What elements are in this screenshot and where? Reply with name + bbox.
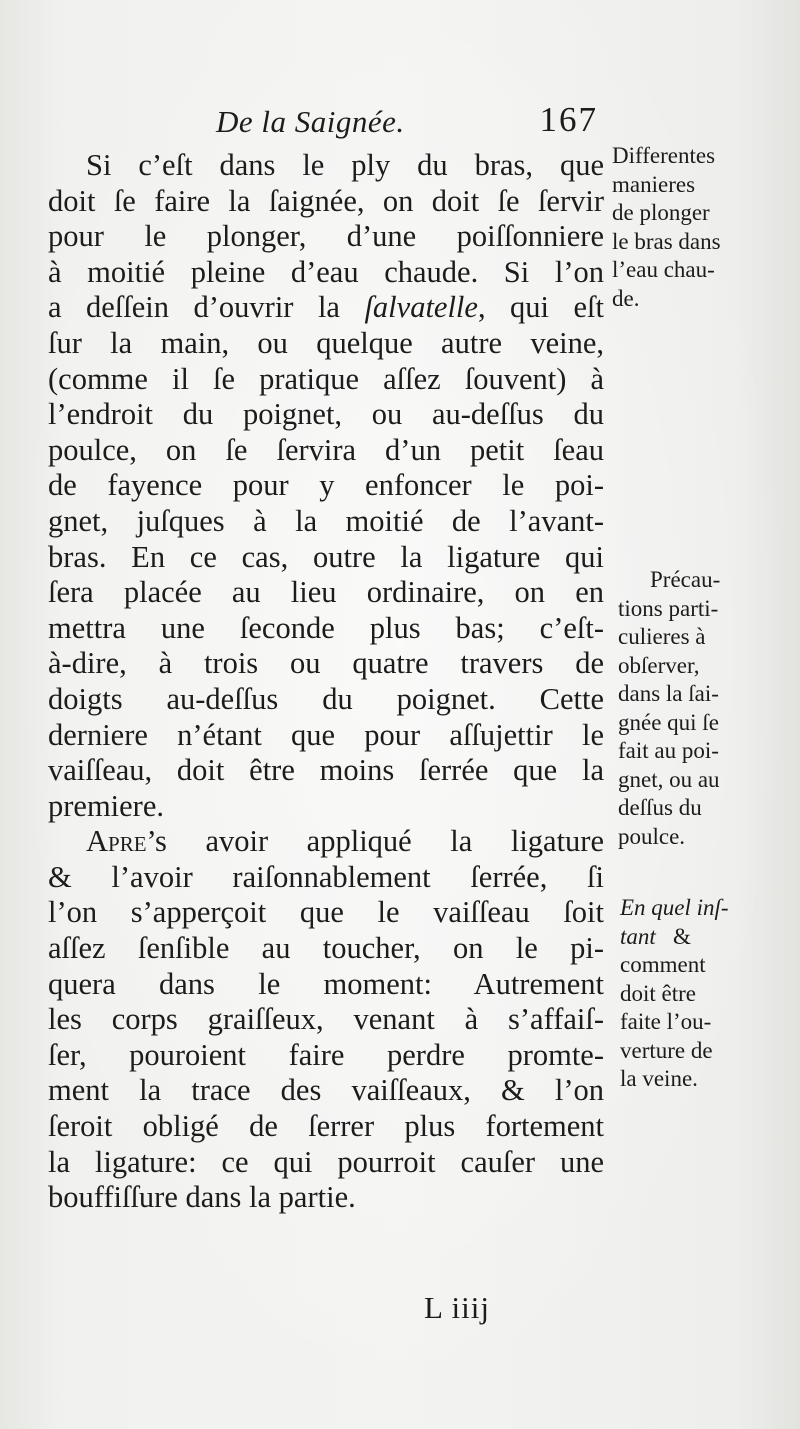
margin-line: culieres à bbox=[618, 624, 706, 649]
running-title: De la Saignée. bbox=[216, 104, 405, 139]
margin-line: tions parti- bbox=[618, 595, 719, 621]
page-number: 167 bbox=[539, 100, 598, 139]
text-line: ſeroit obligé de ſerrer plus fortement bbox=[48, 1109, 604, 1144]
margin-line: Differentes bbox=[612, 143, 716, 168]
margin-line bbox=[620, 923, 729, 952]
text-line-end: , qui eſt bbox=[477, 290, 604, 325]
text-line: quera dans le moment: Autrement bbox=[48, 966, 604, 1001]
margin-line: gnée qui ſe bbox=[618, 709, 719, 735]
margin-line: la veine. bbox=[620, 1066, 698, 1091]
text-line: ſera placée au lieu ordinaire, on en bbox=[48, 575, 604, 610]
margin-line: le bras dans bbox=[612, 228, 721, 254]
margin-line: faite l’ou- bbox=[620, 1009, 712, 1034]
text-line: à-dire, à trois ou quatre travers de bbox=[48, 646, 604, 681]
margin-note-instant bbox=[620, 894, 729, 1094]
text-line: de fayence pour y enfoncer le poi- bbox=[48, 468, 604, 503]
margin-line: comment bbox=[620, 952, 706, 977]
margin-line: Précau- bbox=[650, 567, 721, 592]
margin-line: obſerver, bbox=[618, 652, 700, 678]
text-line: poulce, on ſe ſervira d’un petit ſeau bbox=[48, 432, 604, 467]
text-line: l’on s’apperçoit que le vaiſſeau ſoit bbox=[48, 895, 604, 930]
margin-line: poulce. bbox=[618, 823, 686, 849]
text-line: & l’avoir raiſonnablement ſerrée, ſi bbox=[48, 859, 604, 894]
margin-line: de plonger bbox=[612, 200, 710, 225]
margin-line: gnet, ou au bbox=[618, 766, 720, 792]
text-line: à moitié pleine d’eau chaude. Si l’on bbox=[48, 254, 604, 289]
text-line bbox=[48, 824, 604, 860]
italic-word: tant bbox=[620, 923, 656, 949]
text-line: pour le plonger, d’une poiſſonniere bbox=[48, 219, 604, 254]
text-line: ſer, pouroient faire perdre promte- bbox=[48, 1037, 604, 1072]
margin-line: deſſus du bbox=[618, 795, 702, 820]
text-line: gnet, juſques à la moitié de l’avant- bbox=[48, 503, 604, 538]
margin-line: de. bbox=[612, 285, 640, 311]
text-line: premiere. bbox=[48, 788, 164, 823]
text-line: (comme il ſe pratique aſſez ſouvent) à bbox=[48, 361, 604, 396]
text-line: vaiſſeau, doit être moins ſerrée que la bbox=[48, 753, 604, 788]
text-line-start: a deſſein d’ouvrir la bbox=[48, 290, 340, 325]
margin-note-precautions bbox=[618, 566, 720, 851]
margin-line: fait au poi- bbox=[618, 738, 719, 763]
text-line: doit ſe faire la ſaignée, on doit ſe ſervir bbox=[48, 183, 604, 218]
page-header bbox=[216, 100, 606, 148]
italic-term: ſalvatelle bbox=[364, 290, 478, 325]
margin-line: verture de bbox=[620, 1037, 713, 1063]
main-text-block bbox=[48, 148, 604, 1216]
small-caps-word: Apre bbox=[86, 824, 147, 859]
text-line: ment la trace des vaiſſeaux, & l’on bbox=[48, 1073, 604, 1108]
text-line: doigts au-deſſus du poignet. Cette bbox=[48, 681, 604, 716]
text-line: la ligature: ce qui pourroit cauſer une bbox=[48, 1144, 604, 1179]
margin-line: doit être bbox=[620, 980, 696, 1006]
margin-line: l’eau chau- bbox=[612, 257, 715, 282]
text-line: derniere n’étant que pour aſſujettir le bbox=[48, 717, 604, 752]
margin-line: manieres bbox=[612, 171, 696, 197]
margin-line: dans la ſai- bbox=[618, 681, 719, 706]
margin-note-plonger bbox=[612, 142, 721, 313]
text-line: ſur la main, ou quelque autre veine, bbox=[48, 325, 604, 360]
text-line: l’endroit du poignet, ou au-deſſus du bbox=[48, 397, 604, 432]
text-line: mettra une ſeconde plus bas; c’eſt- bbox=[48, 610, 604, 645]
text-line: les corps graiſſeux, venant à s’affaiſ- bbox=[48, 1002, 604, 1037]
text-line: aſſez ſenſible au toucher, on le pi- bbox=[48, 931, 604, 966]
text-line: bras. En ce cas, outre la ligature qui bbox=[48, 539, 604, 574]
text-line bbox=[48, 290, 604, 326]
text-line: bouffiſſure dans la partie. bbox=[48, 1180, 356, 1215]
text-line-end: ’s avoir appliqué la ligature bbox=[146, 824, 604, 859]
ampersand: & bbox=[673, 923, 691, 949]
margin-line: En quel inſ- bbox=[620, 895, 729, 920]
signature-mark: L iiij bbox=[424, 1290, 490, 1325]
text-line: Si c’eſt dans le ply du bras, que bbox=[86, 148, 604, 182]
